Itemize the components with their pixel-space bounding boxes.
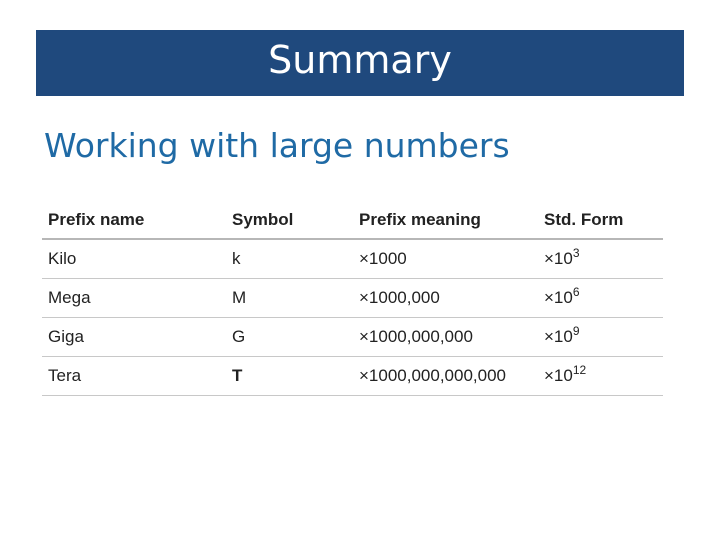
symbol-cell: T <box>226 357 353 396</box>
column-header-std-form: Std. Form <box>538 201 663 239</box>
title-banner <box>36 30 684 96</box>
table-row <box>42 239 663 279</box>
table-row <box>42 318 663 357</box>
prefix-meaning-cell: ×1000,000 <box>353 279 538 318</box>
column-header-prefix-name: Prefix name <box>42 201 226 239</box>
slide-subtitle: Working with large numbers <box>44 126 510 165</box>
prefix-meaning-cell: ×1000 <box>353 239 538 279</box>
prefix-name-cell: Giga <box>42 318 226 357</box>
table-header-row <box>42 201 663 239</box>
symbol-cell: G <box>226 318 353 357</box>
std-form-exponent: 3 <box>572 246 580 260</box>
prefix-table <box>42 201 663 396</box>
std-form-base: ×10 <box>544 327 573 346</box>
prefix-name-cell: Mega <box>42 279 226 318</box>
std-form-cell <box>538 318 663 357</box>
std-form-cell <box>538 279 663 318</box>
table-row <box>42 357 663 396</box>
std-form-base: ×10 <box>544 288 573 307</box>
std-form-exponent: 12 <box>572 363 587 377</box>
column-header-symbol: Symbol <box>226 201 353 239</box>
prefix-meaning-cell: ×1000,000,000,000 <box>353 357 538 396</box>
prefix-name-cell: Kilo <box>42 239 226 279</box>
std-form-exponent: 6 <box>572 285 580 299</box>
std-form-base: ×10 <box>544 249 573 268</box>
symbol-cell: M <box>226 279 353 318</box>
std-form-exponent: 9 <box>572 324 580 338</box>
std-form-cell <box>538 239 663 279</box>
slide-title: Summary <box>268 38 452 82</box>
prefix-meaning-cell: ×1000,000,000 <box>353 318 538 357</box>
symbol-cell: k <box>226 239 353 279</box>
prefix-name-cell: Tera <box>42 357 226 396</box>
std-form-base: ×10 <box>544 366 573 385</box>
std-form-cell <box>538 357 663 396</box>
column-header-prefix-meaning: Prefix meaning <box>353 201 538 239</box>
table-row <box>42 279 663 318</box>
